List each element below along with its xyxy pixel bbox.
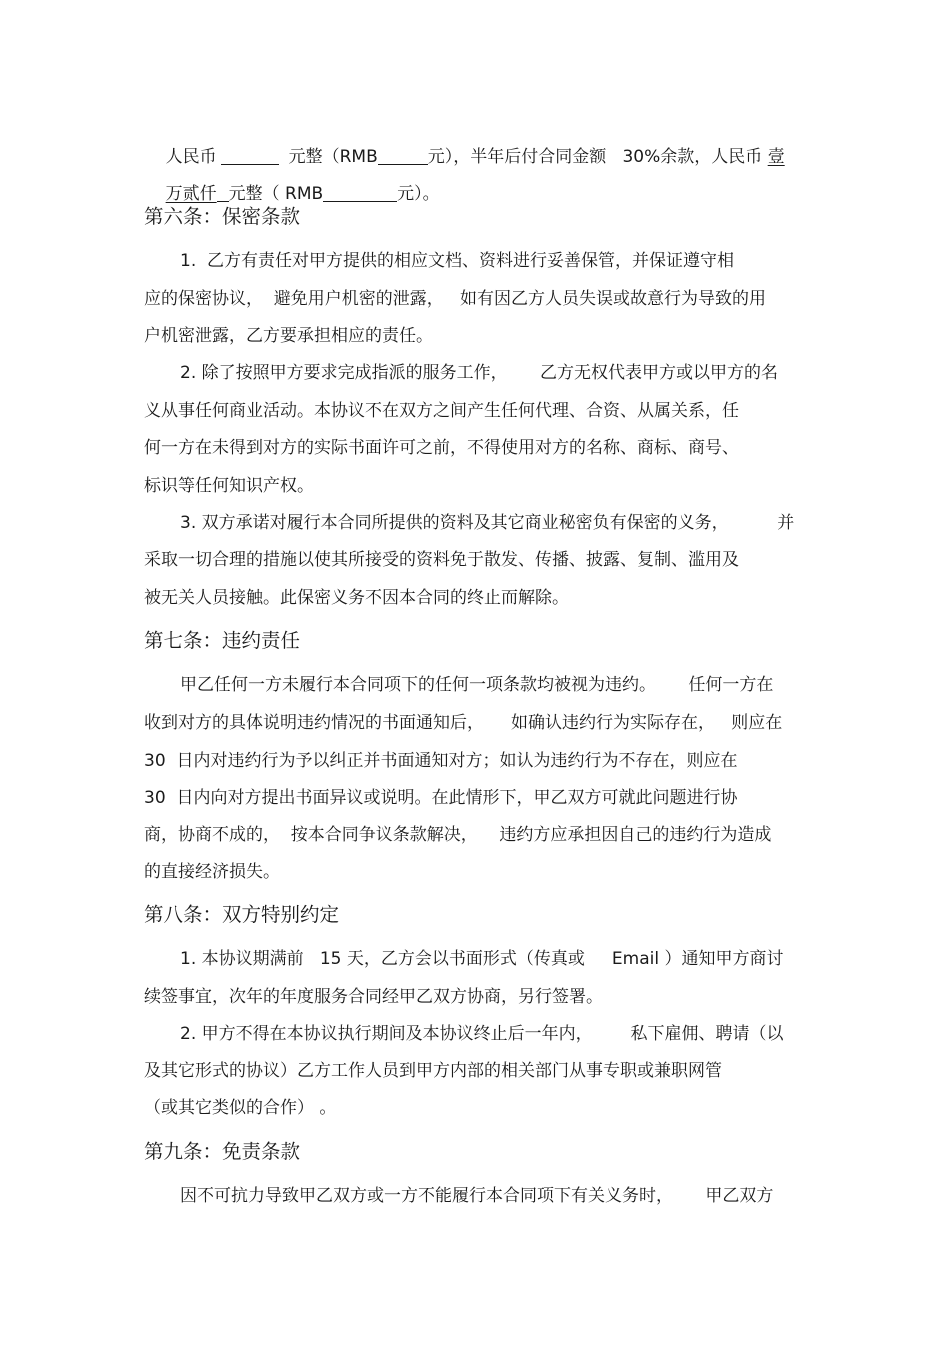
- section-heading-special-agreement: 第八条：双方特别约定: [144, 903, 340, 926]
- paragraph-line: 1. 乙方有责任对甲方提供的相应文档、资料进行妥善保管，并保证遵守相: [180, 251, 735, 271]
- text-segment: 元整（RMB: [288, 147, 378, 167]
- text-segment: 元），半年后付合同金额 30%余款，人民币: [427, 147, 768, 167]
- paragraph-line: 30 日内向对方提出书面异议或说明。在此情形下，甲乙双方可就此问题进行协: [144, 788, 738, 808]
- section-heading-breach: 第七条：违约责任: [144, 629, 301, 652]
- paragraph-line: 续签事宜，次年的年度服务合同经甲乙双方协商，另行签署。: [144, 987, 603, 1007]
- blank-rmb-field: [323, 183, 397, 202]
- paragraph-line: 商，协商不成的， 按本合同争议条款解决， 违约方应承担因自己的违约行为造成: [144, 825, 772, 845]
- text-segment: 元整（ RMB: [228, 184, 324, 204]
- text-segment: 人民币: [165, 147, 217, 167]
- blank-field: [217, 183, 229, 202]
- paragraph-line: 采取一切合理的措施以使其所接受的资料免于散发、传播、披露、复制、滥用及: [144, 550, 739, 570]
- text-segment: 元）。: [397, 184, 440, 204]
- section-heading-confidentiality: 第六条：保密条款: [144, 205, 301, 228]
- paragraph-line: 2. 甲方不得在本协议执行期间及本协议终止后一年内， 私下雇佣、聘请（以: [180, 1024, 784, 1044]
- paragraph-line: 2. 除了按照甲方要求完成指派的服务工作， 乙方无权代表甲方或以甲方的名: [180, 363, 779, 383]
- paragraph-line: 义从事任何商业活动。本协议不在双方之间产生任何代理、合资、从属关系，任: [144, 401, 739, 421]
- paragraph-line: 30 日内对违约行为予以纠正并书面通知对方；如认为违约行为不存在，则应在: [144, 751, 738, 771]
- paragraph-line: 应的保密协议， 避免用户机密的泄露， 如有因乙方人员失误或故意行为导致的用: [144, 289, 767, 309]
- paragraph-line: 3. 双方承诺对履行本合同所提供的资料及其它商业秘密负有保密的义务， 并: [180, 513, 795, 533]
- paragraph-line: 及其它形式的协议）乙方工作人员到甲方内部的相关部门从事专职或兼职网管: [144, 1061, 722, 1081]
- underlined-amount: 壹: [767, 147, 785, 167]
- paragraph-line: 标识等任何知识产权。: [144, 476, 314, 496]
- paragraph-line: 被无关人员接触。此保密义务不因本合同的终止而解除。: [144, 588, 569, 608]
- paragraph-line: 甲乙任何一方未履行本合同项下的任何一项条款均被视为违约。 任何一方在: [180, 675, 774, 695]
- section-heading-exemption: 第九条：免责条款: [144, 1140, 301, 1163]
- paragraph-line: 户机密泄露，乙方要承担相应的责任。: [144, 326, 433, 346]
- paragraph-line: 何一方在未得到对方的实际书面许可之前，不得使用对方的名称、商标、商号、: [144, 438, 739, 458]
- paragraph-line: 1. 本协议期满前 15 天，乙方会以书面形式（传真或 Email ）通知甲方商讨: [180, 949, 784, 969]
- paragraph-line: （或其它类似的合作） 。: [144, 1098, 337, 1118]
- paragraph-line: 因不可抗力导致甲乙双方或一方不能履行本合同项下有关义务时， 甲乙双方: [180, 1186, 774, 1206]
- underlined-amount: 万贰仟: [165, 184, 217, 204]
- paragraph-line: 的直接经济损失。: [144, 862, 280, 882]
- paragraph-line: 收到对方的具体说明违约情况的书面通知后， 如确认违约行为实际存在， 则应在: [144, 713, 783, 733]
